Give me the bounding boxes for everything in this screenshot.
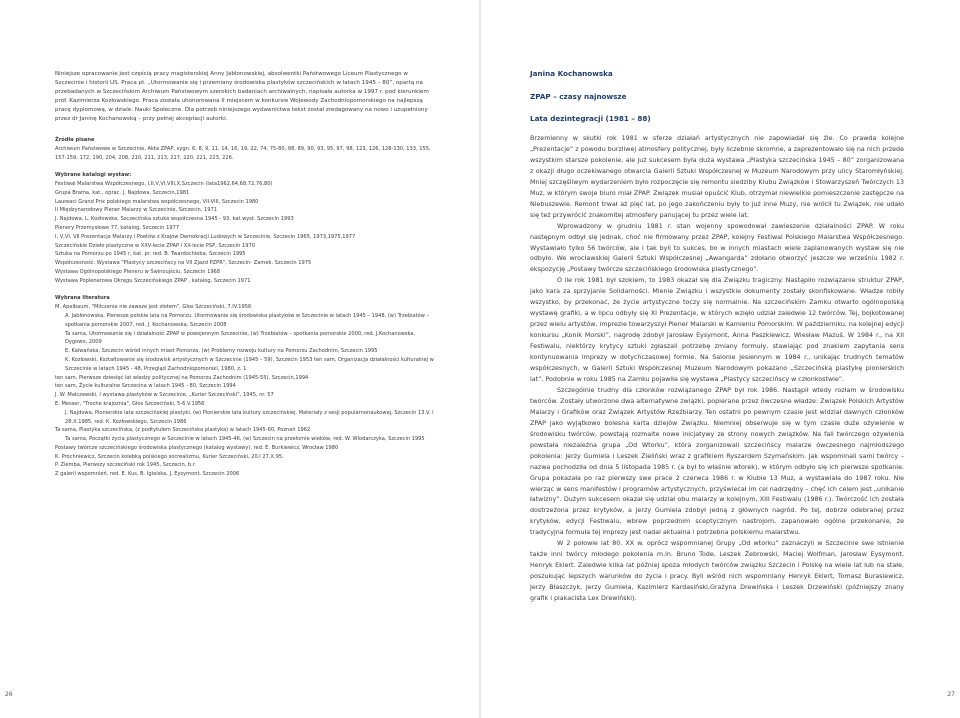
intro-note: Niniejsze opracowanie jest częścią pracy magisterskiej Anny Jabłonowskiej, absolwentki Państwowego Liceum Plastycznego w Szczecinie i historii US. Praca pt. „Utormowanie się i przemiany środowiska plastyków szczecińskich w latach 1945 – 80”, opartą na przebadanych w Szczecińskim Archiwum Państwowym szerokich badaniach archiwalnych, napisała autorka w 1997 r. pod kierunkiem prof. Kazimierza Kozłowskiego. Praca została uhonorowana II miejscem w konkursie Wojewody Zachodniopomorskiego na najlepszą pracę dyplomową, w dziale: Nauki Społeczne. Dla potrzeb niniejszego wydawnictwa tekst został zredagowany na nowo i uzupełniony przez dr Janinę Kochanowską – przy pełnej akceptacji autorki. (55, 71, 429, 122)
sources-and-literature (55, 136, 435, 479)
spacer (55, 162, 435, 171)
section-title: ZPAP – czasy najnowsze (530, 92, 627, 101)
citation: Grupa Brama, kat., oprac. J. Najdowa, Szczecin,1981 (55, 189, 190, 196)
citation: E. Messer, "Troche krajoznia", Głos Szczeciński, 5-6.V.1956 (55, 400, 205, 407)
left-page (0, 0, 479, 718)
right-page (481, 0, 960, 718)
article-paragraph: Szczególnie trudny dla członków rozwiązanego ZPAP był rok 1986. Nastąpił wtedy rozłam w środowisku twórców. Zostały utworzone dwa alternatywne związki, popierane przez ówczesne władze: Związek Polskich Artystów Malarzy i Grafików oraz Związek Artystów Rzeźbiarzy. Ten ostatni po pewnym czasie jest widział dawnych członków ZPAP jako wyjątkowo bolesna karta dziejów Związku. Niemniej obserwuje się w tym czasie duże ożywienie w środowisku twórców, powstają rozmaite nowe inicjatywy ze strony nowych związków. Na fali twórczego ożywienia powstała niezależna grupa „Od Wtorku”, która zorganizowali szczecińscy malarze ówczesnego najmłodszego pokolenia: Jerzy Gumiela i Leszek Zieliński wraz z grafikiem Ryszardem Szymańskim. Jak wspominali sami twórcy – nazwa pochodziła od dnia 5 listopada 1985 r. (a był to właśnie wtorek), w którym odbyło się ich pierwsze spotkanie. Grupa pokazała po raz pierwszy swe prace 2 czerwca 1986 r. w Klubie 13 Muz, a wystawiała do 1987 roku. Nie wierząc w sens manifestów i programów artystycznych, przyświecał im cel nadrzędny – chęć ich celem jest „unikanie łatwizny”. Dużym sukcesem okazał się udział obu malarzy w kolejnym, XIII Festiwalu (1986 r.). Twórczość ich została dostrzeżona przez krytyków, a Jerzy Gumiela zdobył jedną z głównych nagród. Po tej, dobrze odebranej przez krytyków, edycji Festiwalu, wbrew poprzednim sceptycznym nastrojom, zapanowało ogólne przekonanie, że tradycyjna formuła tej imprezy jest nadal aktualna i potrzebna polskiemu malarstwu. (530, 386, 904, 537)
citation: Wystawa Poplenerowa Okręgu Szczecińskiego ZPAP , katalog, Szczecin 1971 (55, 277, 251, 284)
article-paragraph: O ile rok 1981 był szokiem, to 1983 okazał się dla Związku tragiczny. Nastąpiło rozwiązanie struktur ZPAP, jako kara za sprzyjanie Solidarności. Mienie Związku i wszystkie dokumenty zostały skonfiskowane. Władze robiły wszystko, by przekonać, że życie artystyczne toczy się normalnie. Na szczecińskim Zamku otwarto ogólnopolską wystawę grafiki, a w lipcu odbyły się XI Prezentacje, w których wzięło udział zaledwie 12 twórców. Tej, bojkotowanej przez wielu artystów, imprezie towarzyszył Plener Malarski w Kamieniu Pomorskim. W październiku, na kolejnej edycji konkursu „Konik Morski”, nagrodę zdobył Jarosław Eysymont, Anna Paszkiewicz, Wiesław Mazuś. W 1984 r., na XII Festiwalu, niektórzy krytycy sztuki zgłaszali potrzebę zmiany formuły, stawiając pod znakiem zapytania sens kontynuowania imprezy w dotychczasowej formie. Na Salonie Jesiennym w 1984 r., unikając trudnych tematów współczesnych, w Galerii Sztuki Współczesnej Muzeum Narodowym pokazano „Szczecińską plastykę pionierskich lat”. Podobnie w roku 1985 na Zamku pojawiła się wystawa „Plastycy szczecińscy w członkostwie”. (530, 277, 904, 383)
citation: Ta sama, Początki życia plastycznego w Szczecinie w latach 1945-46, (w) Szczecin na przełomie wieków, red. W. Wlodarczyka, Szczecin 1995 (65, 436, 425, 443)
citation: ten sam, Pierwsze dziesięć lat władzy politycznej na Pomorzu Zachodnim (1945-55), Szczecin,1994 (55, 374, 309, 381)
citation: J. Najdowa, L. Kozłowska, Szczecińska sztuka współczesna 1945 - 93, kat.wyst. Szczecin 1993 (55, 216, 294, 223)
citation: Współczesność. Wystawa "Plastycy szczecińscy na VII Zjazd PZPR", Szczecin- Zamek, Szczecin 1975 (55, 260, 312, 267)
article-paragraph: Brzemienny w skutki rok 1981 w sferze działań artystycznych nie zapowiadał się źle. Co prawda kolejne „Prezentacje” z powodu burzliwej atmosfery politycznej, były liczebnie skromne, a zaprezentowało się na nich przede wszystkim starsze pokolenie, ale już sukcesem była duża wystawa „Plastyka szczecińska 1945 – 80” zorganizowana z okazji długo oczekiwanego otwarcia Galerii Sztuki Współczesnej w Muzeum Narodowym przy ulicy Staromłyńskiej. Mniej szczęśliwym wydarzeniem było rozpoczęcie się remontu siedziby Klubu Związków i Stowarzyszeń Twórczych 13 Muz, w którym swoje biuro miał ZPAP. Związek musiał opuścić Klub, otrzymał niewielkie pomieszczenie zastępcze na Niebuszewie. Remont trwał aż pięć lat, po jego zakończeniu były to już inne Muzy, nie wrócił tu Związek, nie udało się też przywrócić znakomitej atmosfery panującej tu przez wiele lat. (530, 135, 904, 219)
article-paragraph: W 2 połowie lat 80. XX w. oprócz wspomnianej Grupy „Od wtorku” zaznaczyli w Szczecinie swe istnienie także inni twórcy młodego pokolenia m.in. Bruno Tode, Leszek Żebrowski, Maciej Wolfman, Jarosław Eysymont, Henryk Eklert. Zaledwie kilka lat później spoza młodych twórców związku Szczecin i Polskę na wiele lat lub na stałe, poszukując lepszych warunków do życia i pracy. Byli wśród nich wspomniany Henryk Eklert, Tomasz Burasiewicz, Jerzy Błaszczyk, Jerzy Gumiela, Kazimierz Kardasiński,Grażyna Drewińska i Leszek Drzewiński (późniejszy znany grafik i plakacista Lex Drewiński). (530, 540, 904, 603)
citation: A. Jabłonowska, Pierwsze polskie lata na Pomorzu. Utormowanie się środowiska plastyków w Szczecinie w latach 1945 – 1948, (w) Trzebiatów – spotkania pomorskie 2007, red. J. Kochanowska, Szczecin 2008 (65, 312, 430, 328)
citation: Postawy twórcze szczecińskiego środowiska plastycznego (katalog wystawy), red. E. Burkiewicz, Wrocław 1980 (55, 444, 339, 451)
citation: K. Kozłowski, Kształtowanie się środowisk artystycznych w Szczecinie (1945 – 59), Szczecin 1953 ten sam, Organizacja działalności kulturalnej w Szczecinie w latach 1945 - 48, Przegląd Zachodniopomorski, 1980, z. 1 (65, 356, 434, 372)
citation: Festiwal Malarstwa Współczesnego, I,II,V,VI,VIII,X,Szczecin (lata1962,64,68,72,76,80) (55, 180, 273, 187)
author-name: Janina Kochanowska (530, 69, 613, 78)
citation: Plenery Przemysłowe 77, katalog, Szczecin 1977 (55, 224, 180, 231)
article-body (530, 134, 904, 605)
spacer (55, 286, 435, 295)
citation: Wystawa Ogólnopolskiego Pleneru w Świnoujściu, Szczecin 1968 (55, 268, 221, 275)
citation: I, V,VI, VII Prezentacja Malarzy i Poetów z Krajów Demokracji Ludowych w Szczecinie, Szczecin 1965, 1973,1975,1977 (55, 233, 356, 240)
section-heading: Wybrana literatura (55, 295, 110, 302)
citation: P. Ziemba, Pierwszy szczeciński rok 1945, Szczecin, b.r. (55, 462, 197, 469)
section-heading: Źródła pisane (55, 137, 95, 143)
citation: K. Próchniewicz, Szczecin kolebką polskiego socrealizmu, Kurier Szczeciński, 20.I 27.X.95. (55, 453, 284, 460)
citation: Ta sama, Plastyka szczecińska, (z podtytułem Szczecińska plastyka) w latach 1945-60, Poznań 1962 (55, 427, 311, 434)
citation: Sztuka na Pomorzu po 1945 r, kat. pr. red. B. Twardochleba, Szczecin 1995 (55, 251, 246, 258)
citation: ten sam, Życie kulturalne Szczecina w latach 1945 - 80, Szczecin 1994 (55, 383, 236, 390)
citation: Laureaci Grand Prix polskiego malarstwa współczesnego, VII-VIII, Szczecin 1980 (55, 198, 259, 205)
citation: II Międzynarodowy Plener Malarzy w Szczecinie, Szczecin, 1971 (55, 207, 217, 214)
citation: Z galerii wspomnień, red. E. Kus, B. Igielska, J. Eysymont. Szczecin 2006 (55, 471, 240, 478)
citation: Szczecińskie Dzieło plastyczne w XXV-lecie ZPAP i XX-lecie PSP, Szczecin 1970 (55, 242, 255, 249)
citation: Ta sama, Utormowanie się i działalność ZPAP w powojennym Szczecinie, (w) Trzebiatów – spotkania pomorskie 2000, red. J.Kochanowska, Dygowo, 2009 (65, 330, 416, 346)
page-number-right: 27 (947, 691, 955, 698)
subtitle: Lata dezintegracji (1981 – 88) (530, 114, 651, 123)
citation: J. Najdowa, Pionierskie lata szczecińskiej plastyki, (w) Pionierskie lata kultury szczecińskiej. Materiały z sesji popularnonaukowej, Szczecin 13.V. i 28.X.1985, red. K. Kozłowskiego, Szczecin 1986 (65, 409, 434, 425)
citation: Archiwum Państwowe w Szczecinie, Akta ZPAP, sygn. 6, 8, 9, 11, 14, 16, 19, 22, 74, 75-80, 88, 89, 90, 93, 95, 97, 98, 123, 126, 128-130, 133, 155, 157-159, 172, 190, 204, 208, 210, 211, 213, 217, 220, 221, 223, 226. (55, 145, 431, 161)
page-number-left: 26 (5, 691, 13, 698)
citation: M. Apelbaum, "Milczenie nie zawsze jest złotem", Głos Szczeciński, 7.IV.1956 (55, 304, 252, 311)
article-paragraph: Wprowadzony w grudniu 1981 r. stan wojenny spowodował zawieszenie działalności ZPAP. W roku następnym odbył się jednak, choć nie firmowany przez ZPAP, kolejny Festiwal Polskiego Malarstwa Współczesnego. Wystawiało tylko 56 twórców, ale i tak byli to sukces, bo w innych miastach wiele zaplanowanych wystaw się nie odbyło. We wrocławskiej Galerii Sztuki Współczesnej „Awangarda” zdołano otworzyć jeszcze we wrześniu 1982 r. ekspozycję „Postawy twórcze szczecińskiego środowiska plastycznego”. (530, 222, 904, 274)
citation: J. W. Malczewski, I wystawa plastyków w Szczecinie, „Kurier Szczeciński”, 1945, nr. 57 (55, 392, 274, 399)
section-heading: Wybrane katalogi wystaw: (55, 172, 132, 179)
citation: E. Kalwańska, Szczecin wśród innych miast Pomorza, (w) Problemy rozwoju kultury na Pomorzu Zachodnim, Szczecin 1995 (65, 348, 378, 355)
